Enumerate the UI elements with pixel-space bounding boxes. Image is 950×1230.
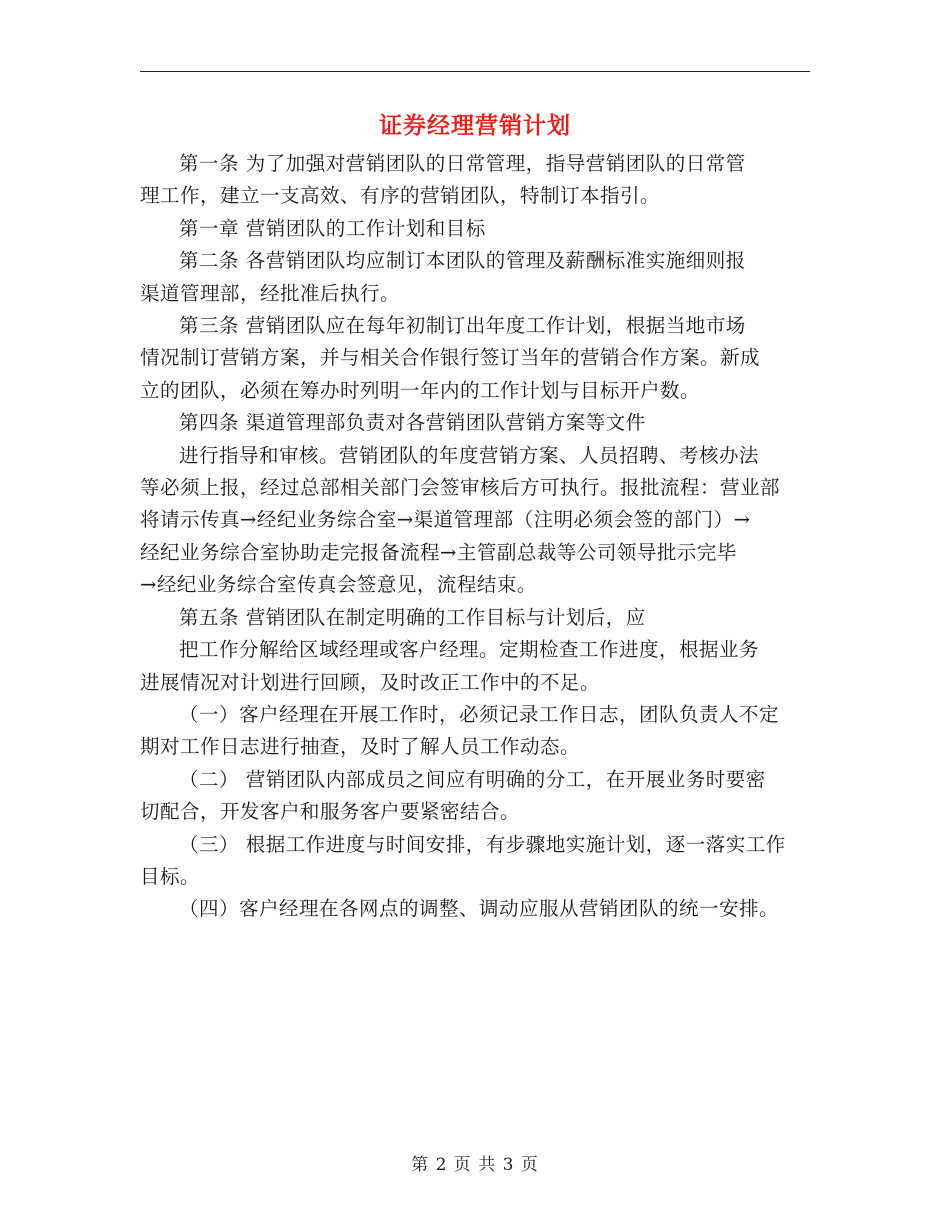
body-line: （二） 营销团队内部成员之间应有明确的分工，在开展业务时要密 [179,767,766,791]
body-line: 第四条 渠道管理部负责对各营销团队营销方案等文件 [179,411,646,435]
body-line: 经纪业务综合室协助走完报备流程→主管副总裁等公司领导批示完毕 [140,540,737,564]
body-line: （四）客户经理在各网点的调整、调动应服从营销团队的统一安排。 [179,897,780,921]
body-line: 情况制订营销方案，并与相关合作银行签订当年的营销合作方案。新成 [140,346,761,370]
body-line: 将请示传真→经纪业务综合室→渠道管理部（注明必须会签的部门）→ [140,508,751,532]
body-line: 把工作分解给区域经理或客户经理。定期检查工作进度，根据业务 [179,638,760,662]
body-line: 第五条 营销团队在制定明确的工作目标与计划后，应 [179,605,646,629]
body-line: 切配合，开发客户和服务客户要紧密结合。 [140,800,521,824]
document-title: 证券经理营销计划 [379,112,571,139]
body-line: 第二条 各营销团队均应制订本团队的管理及薪酬标准实施细则报 [179,249,746,273]
body-line: 第三条 营销团队应在每年初制订出年度工作计划，根据当地市场 [179,314,746,338]
body-line: 目标。 [140,864,201,888]
body-line: 进展情况对计划进行回顾，及时改正工作中的不足。 [140,670,601,694]
body-line: （三） 根据工作进度与时间安排，有步骤地实施计划，逐一落实工作 [179,832,786,856]
chapter-heading: 第一章 营销团队的工作计划和目标 [179,216,486,240]
body-line: 理工作，建立一支高效、有序的营销团队，特制订本指引。 [140,184,661,208]
body-line: （一）客户经理在开展工作时，必须记录工作日志，团队负责人不定 [179,702,780,726]
body-line: 渠道管理部，经批准后执行。 [140,281,401,305]
body-line: 第一条 为了加强对营销团队的日常管理，指导营销团队的日常管 [179,152,746,175]
body-line: 等必须上报，经过总部相关部门会签审核后方可执行。报批流程：营业部 [140,476,781,500]
header-rule [140,71,810,72]
page-number: 第 2 页 共 3 页 [411,1155,539,1175]
document-body [140,148,810,926]
body-line: 立的团队，必须在筹办时列明一年内的工作计划与目标开户数。 [140,378,701,402]
body-line: →经纪业务综合室传真会签意见，流程结束。 [140,573,537,597]
body-line: 进行指导和审核。营销团队的年度营销方案、人员招聘、考核办法 [179,443,760,467]
body-line: 期对工作日志进行抽查，及时了解人员工作动态。 [140,735,581,759]
